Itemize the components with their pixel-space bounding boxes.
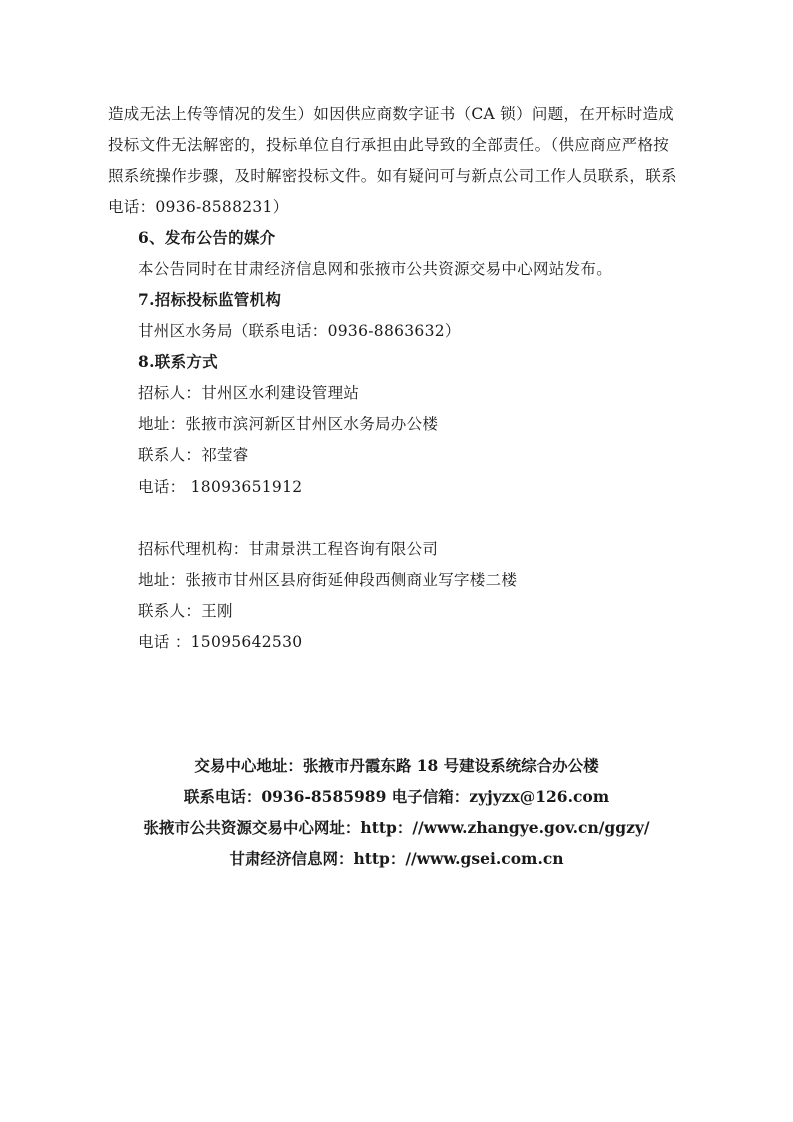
agent-address: 地址：张掖市甘州区县府街延伸段西侧商业写字楼二楼 bbox=[138, 571, 518, 589]
section-7-text: 甘州区水务局（联系电话：0936-8863632） bbox=[138, 322, 461, 340]
agent-name: 招标代理机构：甘肃景洪工程咨询有限公司 bbox=[138, 540, 439, 558]
tenderer-contact: 联系人：祁莹睿 bbox=[138, 446, 249, 464]
tenderer-address: 地址：张掖市滨河新区甘州区水务局办公楼 bbox=[138, 415, 439, 433]
agent-phone: 电话 ：15095642530 bbox=[138, 633, 303, 651]
footer-gsei-website: 甘肃经济信息网：http：//www.gsei.com.cn bbox=[229, 849, 564, 868]
tenderer-phone: 电话： 18093651912 bbox=[138, 478, 303, 496]
footer-center-website: 张掖市公共资源交易中心网址：http：//www.zhangye.gov.cn/ggzy/ bbox=[143, 818, 650, 837]
section-6-text: 本公告同时在甘肃经济信息网和张掖市公共资源交易中心网站发布。 bbox=[138, 260, 613, 278]
section-6-heading: 6、发布公告的媒介 bbox=[138, 228, 276, 247]
paragraph-continuation-line-1: 造成无法上传等情况的发生）如因供应商数字证书（CA 锁）问题，在开标时造成 bbox=[108, 105, 675, 123]
tenderer-name: 招标人：甘州区水利建设管理站 bbox=[138, 384, 360, 402]
agent-contact: 联系人：王刚 bbox=[138, 602, 233, 620]
section-8-heading: 8.联系方式 bbox=[138, 352, 218, 371]
paragraph-continuation-line-3: 照系统操作步骤，及时解密投标文件。如有疑问可与新点公司工作人员联系，联系 bbox=[108, 167, 677, 185]
paragraph-continuation-line-4: 电话：0936-8588231） bbox=[108, 198, 289, 216]
footer-contact: 联系电话：0936-8585989 电子信箱：zyjyzx@126.com bbox=[183, 787, 610, 806]
footer-address: 交易中心地址：张掖市丹霞东路 18 号建设系统综合办公楼 bbox=[194, 756, 599, 775]
paragraph-continuation-line-2: 投标文件无法解密的，投标单位自行承担由此导致的全部责任。（供应商应严格按 bbox=[108, 136, 670, 154]
section-7-heading: 7.招标投标监管机构 bbox=[138, 290, 282, 309]
